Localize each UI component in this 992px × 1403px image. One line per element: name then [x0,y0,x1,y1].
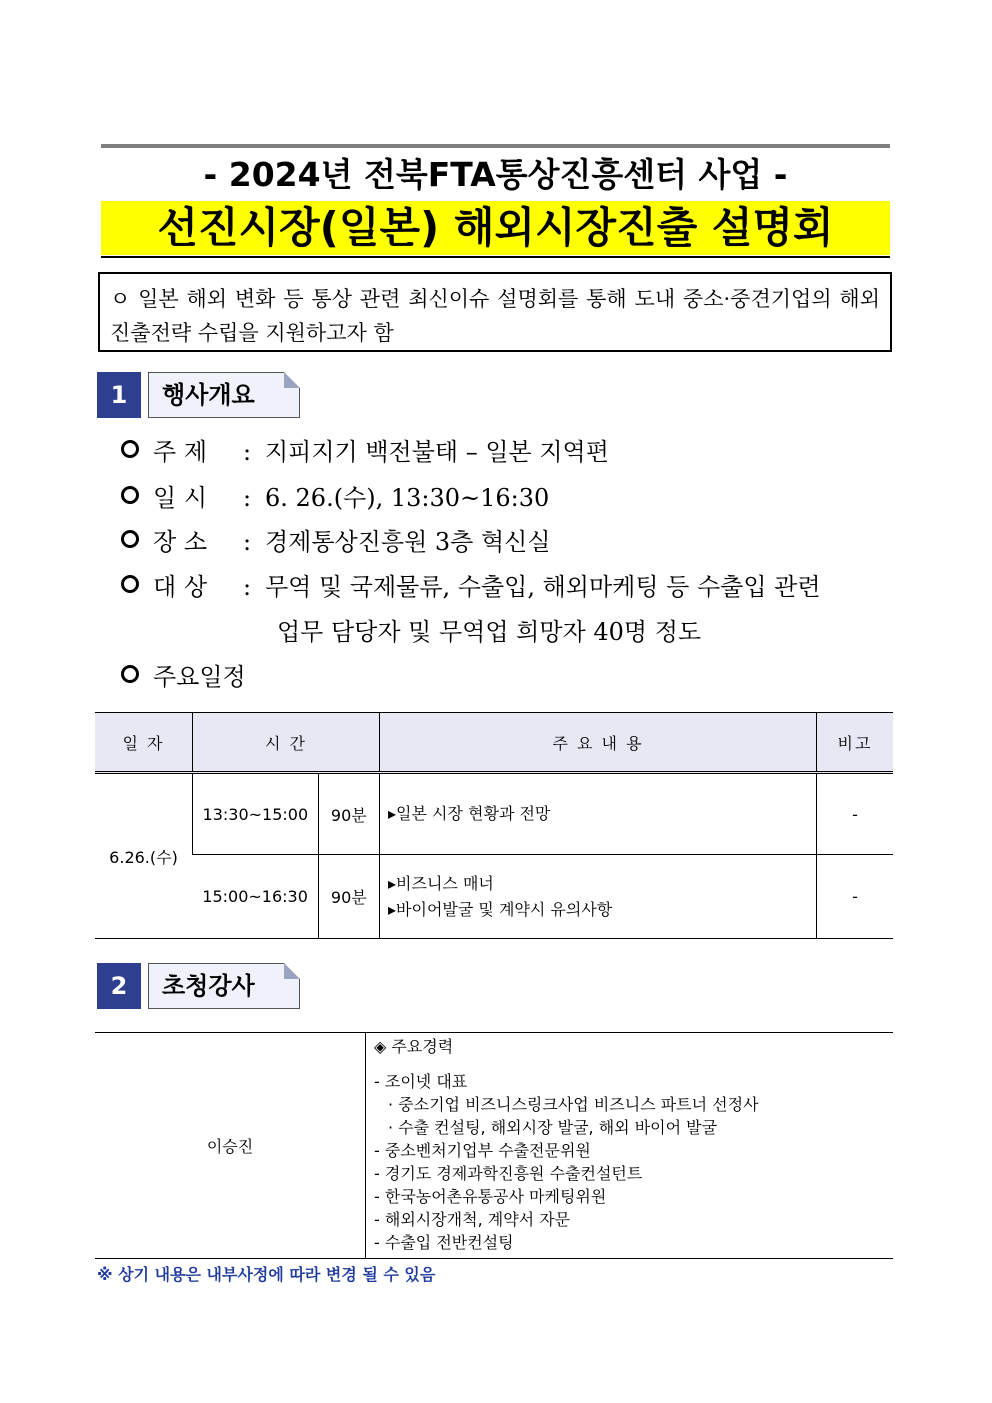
item-value: 경제통상진흥원 3층 혁신실 [265,528,551,556]
section-1-title: 행사개요 [162,381,255,409]
section-1-number: 1 [97,372,141,418]
duration-cell: 90분 [318,855,379,939]
item-label: 주 제 [153,438,207,466]
header-content: 주 요 내 용 [380,713,817,773]
summary-box: ㅇ 일본 해외 변화 등 통상 관련 최신이슈 설명회를 통해 도내 중소·중견기업의 해외 진출전략 수립을 지원하고자 함 [98,272,892,352]
career-item: - 해외시장개척, 계약서 자문 [374,1210,571,1229]
content-line: ▸비즈니스 매너 [388,873,494,893]
career-cell [366,1033,894,1259]
section-2-number: 2 [97,963,141,1009]
table-header-row [95,713,893,773]
circle-bullet-icon [121,440,139,458]
content-cell [380,855,817,939]
speaker-name: 이승진 [95,1033,366,1259]
circle-bullet-icon [121,486,139,504]
schedule-label-row [121,662,246,692]
speaker-row [95,1033,893,1259]
circle-bullet-icon [121,530,139,548]
overview-item-target: 대 상 : 무역 및 국제물류, 수출입, 해외마케팅 등 수출입 관련 [121,572,821,602]
content-line: ▸일본 시장 현황과 전망 [388,804,551,823]
career-subitem: · 중소기업 비즈니스링크사업 비즈니스 파트너 선정사 [388,1095,759,1114]
schedule-table [95,712,893,939]
duration-cell: 90분 [318,773,379,855]
career-item: - 수출입 전반컨설팅 [374,1233,514,1252]
career-heading: ◈ 주요경력 [374,1037,454,1056]
section-1-title-box [148,372,300,418]
section-2-title-box [148,963,300,1009]
circle-bullet-icon [121,575,139,593]
footnote: ※ 상기 내용은 내부사정에 따라 변경 될 수 있음 [97,1265,436,1284]
time-cell: 15:00~16:30 [193,855,319,939]
folded-corner-icon [284,372,300,388]
header-note: 비고 [817,713,894,773]
overview-item-target-cont: 업무 담당자 및 무역업 희망자 40명 정도 [277,618,702,646]
item-value: 지피지기 백전불태 – 일본 지역편 [265,438,609,466]
title-underline [101,256,890,258]
career-item: - 중소벤처기업부 수출전문위원 [374,1141,591,1160]
schedule-label: 주요일정 [153,663,246,691]
overview-item-venue: 장 소 : 경제통상진흥원 3층 혁신실 [121,527,551,557]
circle-bullet-icon [121,665,139,683]
header-date: 일 자 [95,713,193,773]
career-subitem: · 수출 컨설팅, 해외시장 발굴, 해외 바이어 발굴 [388,1118,718,1137]
header-time: 시 간 [193,713,380,773]
section-2-title: 초청강사 [162,972,255,1000]
event-subtitle: - 2024년 전북FTA통상진흥센터 사업 - [203,155,788,194]
time-cell: 13:30~15:00 [193,773,319,855]
career-item: - 경기도 경제과학진흥원 수출컨설턴트 [374,1164,643,1183]
career-item: - 조이넷 대표 [374,1072,468,1091]
item-label: 대 상 [153,573,207,601]
table-row [95,773,893,855]
item-label: 일 시 [153,484,207,512]
note-cell: - [817,855,894,939]
note-cell: - [817,773,894,855]
item-label: 장 소 [153,528,207,556]
top-rule [101,144,890,148]
content-line: ▸바이어발굴 및 계약시 유의사항 [388,899,613,919]
table-row [95,855,893,939]
item-value: 6. 26.(수), 13:30~16:30 [265,484,550,512]
speaker-table [95,1032,893,1259]
content-cell [380,773,817,855]
folded-corner-icon [284,963,300,979]
date-cell: 6.26.(수) [95,773,193,939]
overview-item-datetime: 일 시 : 6. 26.(수), 13:30~16:30 [121,483,549,513]
overview-item-topic: 주 제 : 지피지기 백전불태 – 일본 지역편 [121,437,609,467]
event-title: 선진시장(일본) 해외시장진출 설명회 [101,201,890,255]
item-value: 무역 및 국제물류, 수출입, 해외마케팅 등 수출입 관련 [265,573,821,601]
career-item: - 한국농어촌유통공사 마케팅위원 [374,1187,607,1206]
